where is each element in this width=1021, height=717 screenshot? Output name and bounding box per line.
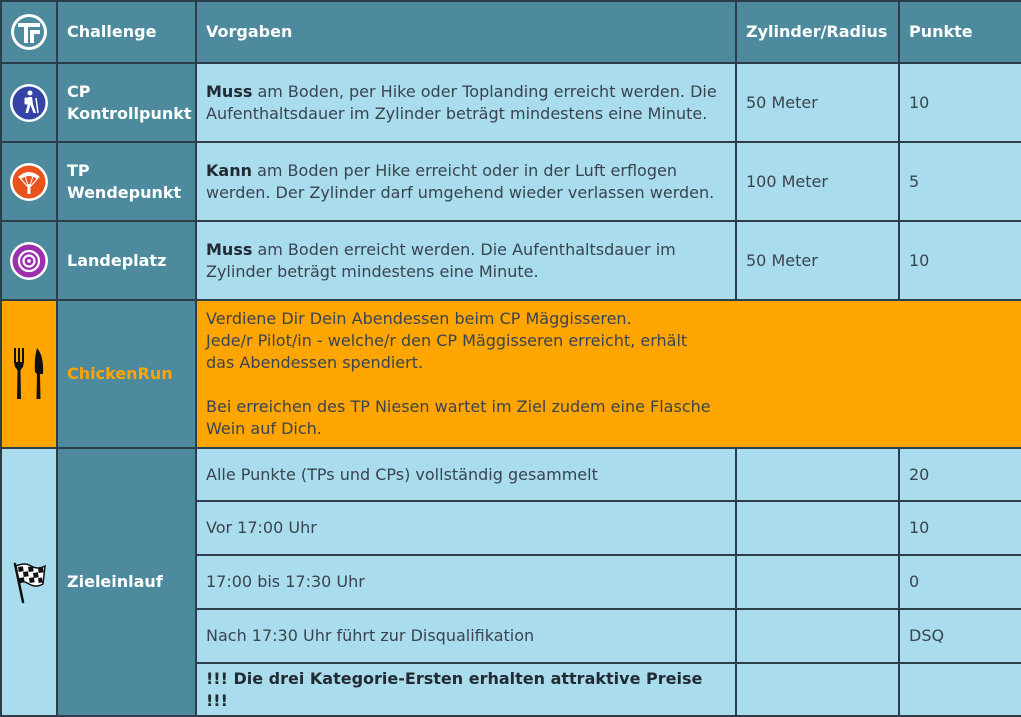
ziel-radius-4 [736,609,899,663]
fork-knife-icon [11,346,47,402]
ziel-text-1: Alle Punkte (TPs und CPs) vollständig gesammelt [196,448,736,501]
final-points [899,663,1021,716]
row-landeplatz [1,221,1021,300]
ziel-radius-2 [736,501,899,555]
chicken-line3: das Abendessen spendiert. [206,353,424,372]
points-tp: 5 [899,142,1021,221]
header-challenge: Challenge [57,1,196,63]
name-cp-line1: CP [67,81,91,101]
desc-landeplatz-bold: Muss [206,239,253,259]
ziel-text-4: Nach 17:30 Uhr führt zur Disqualifikation [196,609,736,663]
hiker-icon [9,83,49,123]
points-landeplatz: 10 [899,221,1021,300]
icon-cell-tp [1,142,57,221]
final-note: !!! Die drei Kategorie-Ersten erhalten attraktive Preise !!! [196,663,736,716]
radius-landeplatz: 50 Meter [736,221,899,300]
icon-cell-landeplatz [1,221,57,300]
icon-cell-chickenrun [1,300,57,448]
ziel-radius-1 [736,448,899,501]
desc-cp-text: am Boden, per Hike oder Toplanding erreicht werden. Die Aufenthaltsdauer im Zylinder beträgt mindestens eine Minute. [206,81,717,123]
name-tp-line1: TP [67,160,90,180]
desc-tp-text: am Boden per Hike erreicht oder in der Luft erflogen werden. Der Zylinder darf umgehend wieder verlassen werden. [206,160,715,202]
icon-cell-ziel [1,448,57,716]
header-punkte: Punkte [899,1,1021,63]
chicken-line5: Wein auf Dich. [206,419,322,438]
paraglider-icon [9,162,49,202]
desc-landeplatz [196,221,736,300]
name-tp [57,142,196,221]
desc-cp [196,63,736,142]
row-cp [1,63,1021,142]
row-tp [1,142,1021,221]
header-vorgaben: Vorgaben [196,1,736,63]
target-icon [9,241,49,281]
name-chickenrun: ChickenRun [57,300,196,448]
chicken-line4: Bei erreichen des TP Niesen wartet im Ziel zudem eine Flasche [206,397,711,416]
name-tp-line2: Wendepunkt [67,182,182,202]
ziel-points-2: 10 [899,501,1021,555]
name-landeplatz: Landeplatz [57,221,196,300]
ziel-points-1: 20 [899,448,1021,501]
header-row [1,1,1021,63]
radius-cp: 50 Meter [736,63,899,142]
ziel-text-2: Vor 17:00 Uhr [196,501,736,555]
radius-tp: 100 Meter [736,142,899,221]
name-cp-line2: Kontrollpunkt [67,103,192,123]
ziel-points-3: 0 [899,555,1021,609]
points-cp: 10 [899,63,1021,142]
name-ziel: Zieleinlauf [57,448,196,716]
ziel-radius-3 [736,555,899,609]
row-chickenrun [1,300,1021,448]
chicken-line1: Verdiene Dir Dein Abendessen beim CP Mäggisseren. [206,309,632,328]
ziel-text-3: 17:00 bis 17:30 Uhr [196,555,736,609]
name-cp [57,63,196,142]
icon-cell-cp [1,63,57,142]
logo-cell [1,1,57,63]
desc-cp-bold: Muss [206,81,253,101]
chicken-line2: Jede/r Pilot/in - welche/r den CP Mäggisseren erreicht, erhält [206,331,688,350]
checkered-flag-icon [9,560,49,604]
ziel-points-4: DSQ [899,609,1021,663]
desc-landeplatz-text: am Boden erreicht werden. Die Aufenthaltsdauer im Zylinder beträgt mindestens eine Minute. [206,239,676,281]
desc-tp [196,142,736,221]
desc-tp-bold: Kann [206,160,252,180]
header-zylinder: Zylinder/Radius [736,1,899,63]
final-radius [736,663,899,716]
desc-chickenrun [196,300,1021,448]
logo-icon [9,12,49,52]
row-ziel-1 [1,448,1021,501]
